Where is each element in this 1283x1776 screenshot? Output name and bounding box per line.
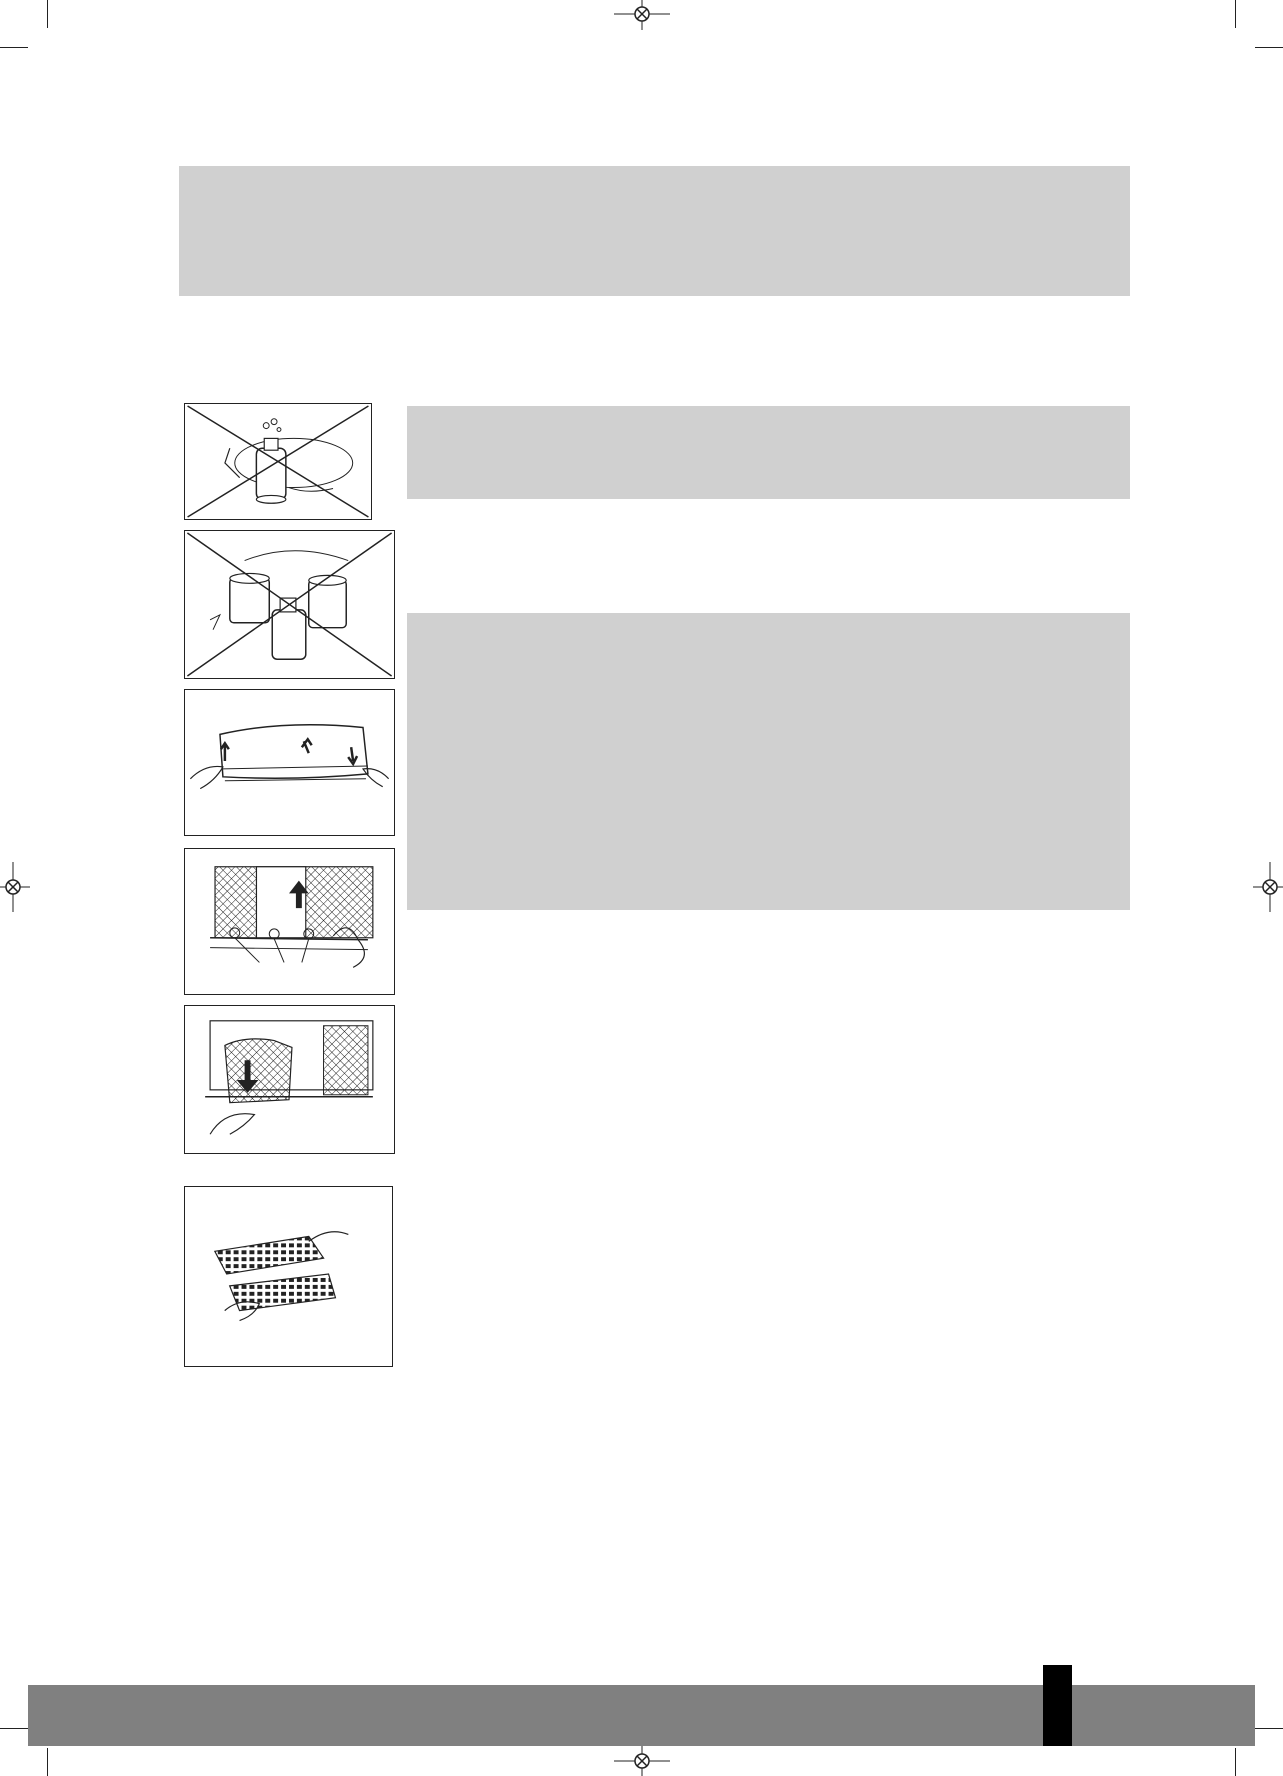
registration-mark-left bbox=[0, 862, 30, 912]
pull-filter-down-icon bbox=[185, 1006, 394, 1153]
no-chemical-cans-icon bbox=[185, 531, 394, 678]
crop-mark bbox=[1255, 47, 1283, 48]
crop-mark bbox=[1235, 0, 1236, 28]
page-tab bbox=[1043, 1665, 1072, 1746]
header-block bbox=[179, 166, 1130, 296]
figure-no-solvent bbox=[184, 403, 372, 520]
registration-mark-top bbox=[614, 0, 670, 30]
section-block-2 bbox=[407, 613, 1130, 910]
section-block-1 bbox=[407, 406, 1130, 499]
registration-mark-bottom bbox=[614, 1746, 670, 1776]
figure-filter-up bbox=[184, 848, 395, 995]
figure-no-chemicals bbox=[184, 530, 395, 679]
figure-filter-down bbox=[184, 1005, 395, 1154]
crop-mark bbox=[47, 0, 48, 28]
crop-mark bbox=[47, 1748, 48, 1776]
no-solvent-bottle-icon bbox=[185, 404, 371, 519]
push-filter-up-icon bbox=[185, 849, 394, 994]
clean-filters-icon bbox=[185, 1187, 392, 1366]
crop-mark bbox=[0, 47, 28, 48]
figure-lift-panel bbox=[184, 689, 395, 836]
lift-front-panel-icon bbox=[185, 690, 394, 835]
crop-mark bbox=[0, 1728, 28, 1729]
crop-mark bbox=[1255, 1728, 1283, 1729]
registration-mark-right bbox=[1253, 862, 1283, 912]
crop-mark bbox=[1235, 1748, 1236, 1776]
figure-clean-filters bbox=[184, 1186, 393, 1367]
